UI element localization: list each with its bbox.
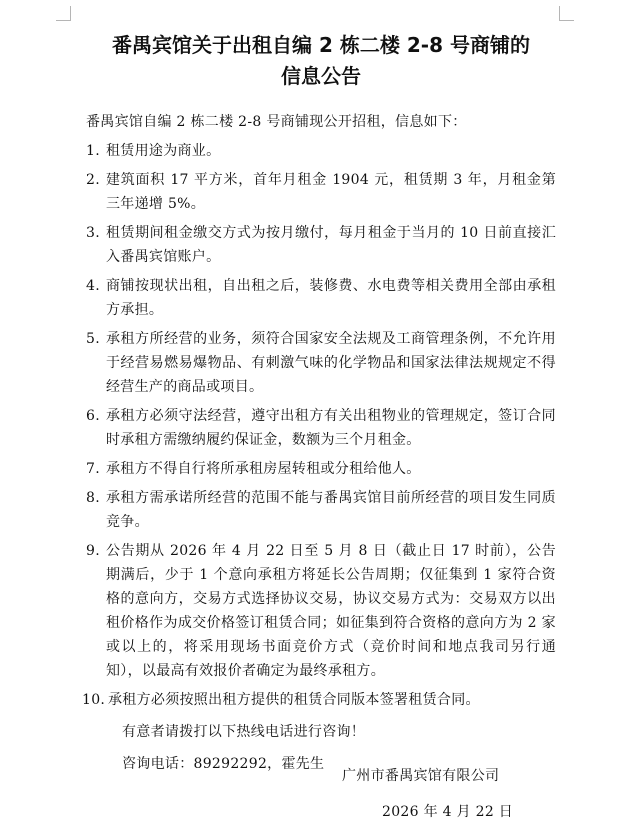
intro-paragraph: 番禺宾馆自编 2 栋二楼 2-8 号商铺现公开招租，信息如下：	[86, 114, 467, 130]
list-item	[86, 274, 556, 322]
list-item-text: 承租方必须按照出租方提供的租赁合同版本签署租赁合同。	[108, 692, 480, 708]
list-item	[82, 688, 556, 712]
list-item-number: 4.	[86, 278, 100, 294]
document-title	[78, 30, 564, 92]
list-item-text: 公告期从 2026 年 4 月 22 日至 5 月 8 日（截止日 17 时前），公告期满后，少于 1 个意向承租方将延长公告周期；仅征集到 1 家符合资格的意向方，交易方式选择协议交易，协议交易方式为：交易双方以出租价格作为成交价格签订租赁合同；如征集到符合资格的意向方为 2 家或以上的，将采用现场书面竞价方式（竞价时间和地点我司另行通知），以最高有效报价者确定为最终承租方。	[106, 543, 556, 679]
list-item	[86, 221, 556, 269]
list-item-text: 承租方所经营的业务，须符合国家安全法规及工商管理条例，不允许用于经营易燃易爆物品、有刺激气味的化学物品和国家法律法规规定不得经营生产的商品或项目。	[106, 331, 556, 395]
list-item	[86, 457, 556, 481]
list-item-text: 承租方不得自行将所承租房屋转租或分租给他人。	[106, 461, 421, 477]
list-item-text: 建筑面积 17 平方米，首年月租金 1904 元，租赁期 3 年，月租金第三年递增 5%。	[106, 172, 556, 212]
list-item-number: 8.	[86, 490, 100, 506]
list-item-number: 6.	[86, 408, 100, 424]
list-item-text: 租赁期间租金缴交方式为按月缴付，每月租金于当月的 10 日前直接汇入番禺宾馆账户。	[106, 225, 556, 265]
list-item-number: 7.	[86, 461, 100, 477]
list-item-text: 承租方需承诺所经营的范围不能与番禺宾馆目前所经营的项目发生同质竞争。	[106, 490, 556, 530]
list-item-number: 2.	[86, 172, 100, 188]
document-page	[82, 30, 556, 776]
list-item	[86, 539, 556, 683]
list-item-number: 3.	[86, 225, 100, 241]
list-item-number: 9.	[86, 543, 100, 559]
list-item	[86, 486, 556, 534]
title-line-1: 番禺宾馆关于出租自编 2 栋二楼 2-8 号商铺的	[112, 33, 530, 57]
list-item-text: 承租方必须守法经营，遵守出租方有关出租物业的管理规定，签订合同时承租方需缴纳履约保证金，数额为三个月租金。	[106, 408, 556, 448]
contact-invitation: 有意者请拨打以下热线电话进行咨询！	[122, 724, 366, 740]
margin-corner-mark-left	[56, 6, 71, 21]
list-item-number: 1.	[86, 143, 100, 159]
list-item-number: 5.	[86, 331, 100, 347]
list-item	[86, 168, 556, 216]
contact-phone: 咨询电话：89292292，霍先生	[122, 756, 325, 772]
list-item-text: 商铺按现状出租，自出租之后，装修费、水电费等相关费用全部由承租方承担。	[106, 278, 556, 318]
list-item	[86, 327, 556, 399]
list-item-text: 租赁用途为商业。	[106, 143, 221, 159]
list-item	[86, 404, 556, 452]
title-line-2: 信息公告	[281, 64, 361, 88]
list-item	[86, 139, 556, 163]
margin-corner-mark-right	[559, 6, 574, 21]
signature-date: 2026 年 4 月 22 日	[382, 804, 514, 820]
list-item-number: 10.	[82, 692, 106, 708]
company-signature: 广州市番禺宾馆有限公司	[342, 768, 500, 784]
